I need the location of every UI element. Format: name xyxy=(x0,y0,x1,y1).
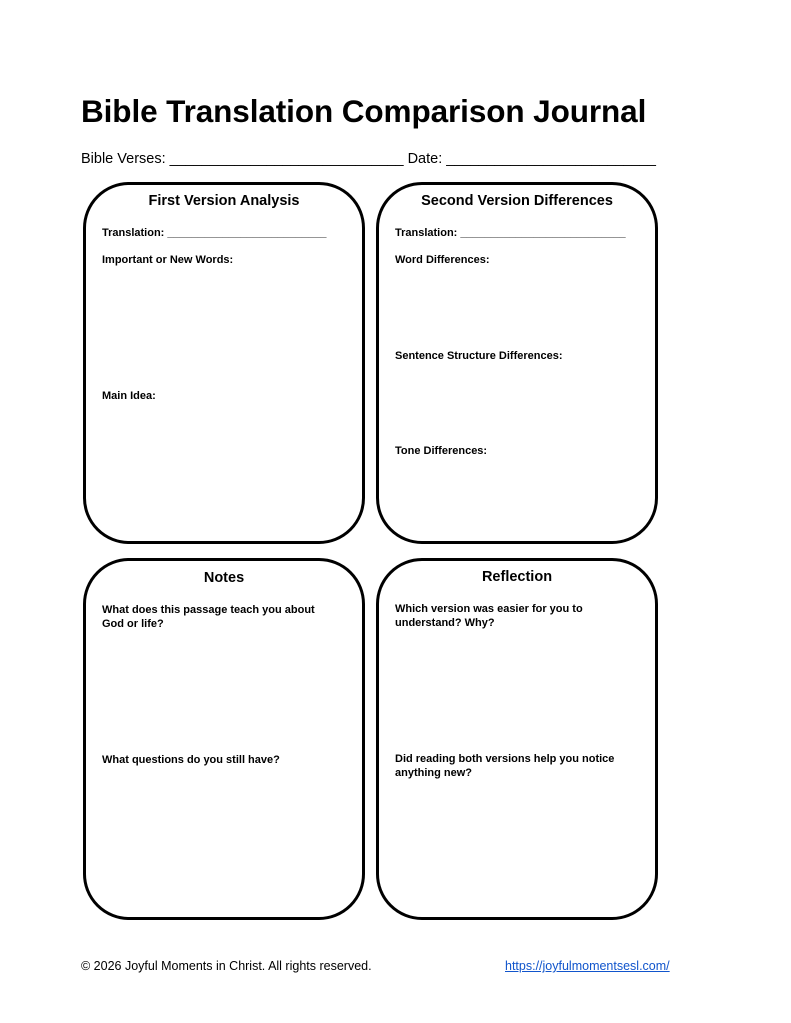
website-link[interactable]: https://joyfulmomentsesl.com/ xyxy=(505,959,670,973)
box-title: Reflection xyxy=(481,569,553,585)
box-title: Second Version Differences xyxy=(421,193,613,209)
notes-question-1: What does this passage teach you about God or life? xyxy=(102,604,315,630)
box-title: First Version Analysis xyxy=(148,193,300,209)
translation-field[interactable]: Translation: __________________________ xyxy=(102,227,327,239)
notes-question-2: What questions do you still have? xyxy=(102,754,280,766)
tone-differences-label: Tone Differences: xyxy=(395,445,488,457)
word-differences-label: Word Differences: xyxy=(395,254,490,266)
date-field[interactable]: Date: __________________________ xyxy=(407,151,656,167)
box-title: Notes xyxy=(203,570,245,586)
reflection-question-2: Did reading both versions help you notice anything new? xyxy=(395,753,615,779)
sentence-structure-label: Sentence Structure Differences: xyxy=(395,350,563,362)
first-version-box xyxy=(83,182,365,544)
copyright-text: © 2026 Joyful Moments in Christ. All rights reserved. xyxy=(81,959,372,973)
reflection-question-1: Which version was easier for you to understand? Why? xyxy=(395,603,583,629)
main-idea-label: Main Idea: xyxy=(102,390,156,402)
important-words-label: Important or New Words: xyxy=(102,254,234,266)
reflection-box xyxy=(376,558,658,920)
header-fields xyxy=(81,151,656,167)
bible-verses-field[interactable]: Bible Verses: _____________________________ xyxy=(81,151,404,167)
translation-field[interactable]: Translation: ___________________________ xyxy=(395,227,626,239)
page-title: Bible Translation Comparison Journal xyxy=(81,93,647,129)
second-version-box xyxy=(376,182,658,544)
notes-box xyxy=(83,558,365,920)
